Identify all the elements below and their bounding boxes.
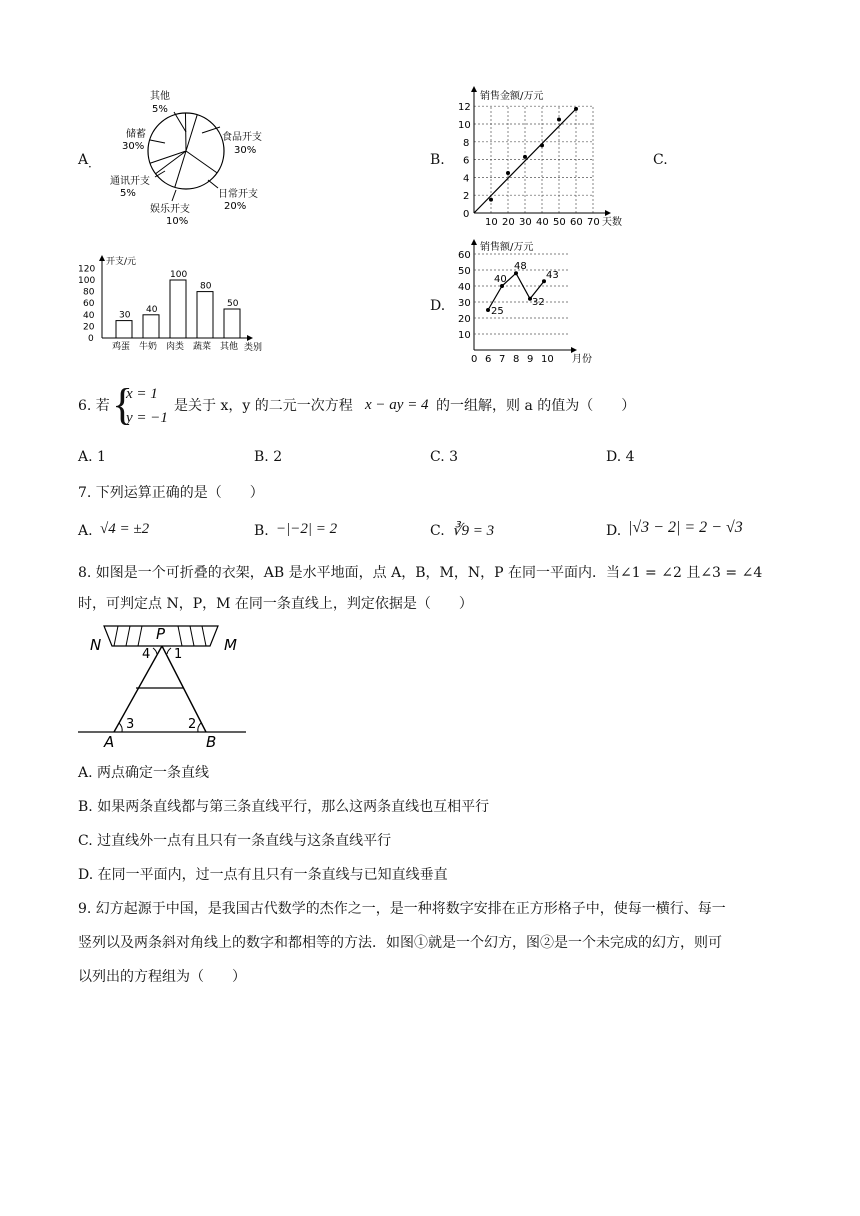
pie-slices [148, 113, 224, 189]
angle-3-arc [119, 723, 122, 732]
left-leg [114, 646, 162, 732]
bar-value-label: 80 [200, 281, 212, 292]
bar-category-label: 肉类 [166, 342, 185, 352]
bar-category-label: 牛奶 [139, 342, 158, 352]
bar-xlabel: 类别 [244, 343, 263, 353]
line-y-tick: 60 [458, 250, 471, 261]
pie-slice-boundary-2 [175, 151, 186, 187]
q7-a-expr: √4 = ±2 [100, 521, 150, 537]
scatter-point [574, 107, 578, 111]
q8-option-b: B. 如果两条直线都与第三条直线平行，那么这两条直线也互相平行 [78, 799, 490, 815]
q8-option-c: C. 过直线外一点有且只有一条直线与这条直线平行 [78, 833, 392, 849]
line-x-tick: 7 [499, 354, 506, 365]
leader-other [174, 112, 186, 132]
label-angle-3: 3 [126, 717, 135, 732]
option-c-label: C. [653, 152, 668, 168]
scatter-x-tick: 10 [485, 217, 498, 228]
pie-slice-boundary-1 [186, 151, 217, 173]
line-data-label: 43 [546, 270, 559, 282]
option-d-label: D. [430, 298, 446, 314]
scatter-xlabel: 天数 [602, 217, 622, 228]
scatter-point [523, 155, 527, 159]
pie-label-comm: 通讯开支 [110, 176, 150, 187]
q6-equation: x − ay = 4 [365, 397, 429, 413]
pie-label-other: 其他 [150, 91, 170, 102]
line-x-tick: 8 [513, 354, 520, 365]
bar-value-label: 100 [170, 270, 188, 280]
option-a-label: A [78, 152, 89, 168]
right-leg [162, 646, 206, 732]
q6-suffix: 的一组解，则 a 的值为（ ） [436, 398, 636, 414]
line-point [486, 308, 490, 312]
scatter-y-tick: 6 [463, 155, 470, 167]
line-y-tick: 20 [458, 314, 471, 325]
scatter-y-tick: 10 [458, 120, 471, 131]
angle-4-arc [153, 648, 157, 654]
pie-label-food: 食品开支 [222, 132, 262, 143]
scatter-grid [474, 106, 593, 213]
line-data-label: 25 [491, 306, 504, 317]
q7-b-expr: −|−2| = 2 [276, 521, 338, 537]
scatter-ticks [458, 102, 600, 228]
bar-y-tick: 100 [78, 276, 96, 286]
q6-middle: 是关于 x，y 的二元一次方程 [174, 398, 353, 414]
line-x-tick: 10 [541, 354, 554, 365]
bar-0 [116, 321, 132, 338]
leader-save [150, 140, 165, 143]
line-x-tick: 0 [471, 354, 478, 365]
label-p: P [156, 625, 166, 643]
scatter-ylabel: 销售金额/万元 [480, 91, 544, 102]
scatter-y-tick: 8 [463, 137, 470, 149]
pie-label-daily: 日常开支 [218, 189, 258, 200]
line-chart [458, 238, 618, 366]
line-data-label: 32 [532, 296, 545, 308]
q8-option-a: A. 两点确定一条直线 [78, 765, 210, 781]
q6-option-a: A. 1 [78, 449, 106, 465]
bar-chart [78, 250, 288, 355]
label-m: M [224, 636, 237, 654]
scatter-point [506, 171, 510, 175]
bar-value-label: 50 [227, 299, 239, 309]
line-marks [486, 261, 559, 317]
q8-line2: 时，可判定点 N，P，M 在同一条直线上，判定依据是（ ） [78, 596, 473, 612]
line-data-label: 40 [494, 274, 507, 285]
scatter-chart [458, 85, 638, 233]
leader-daily [208, 180, 218, 188]
pie-pct-ent: 10% [166, 216, 189, 227]
scatter-x-tick: 60 [570, 217, 583, 228]
leader-ent [172, 190, 176, 201]
pie-pct-comm: 5% [120, 188, 136, 199]
scatter-point [540, 143, 544, 147]
q9-line2: 竖列以及两条斜对角线上的数字和都相等的方法．如图①就是一个幻方，图②是一个未完成的幻方，则可 [78, 935, 722, 951]
pie-slice-boundary-4 [150, 151, 186, 163]
bar-ticks [78, 264, 95, 344]
q7-c-expr: ∛9 = 3 [452, 523, 495, 539]
scatter-y-tick: 0 [463, 209, 470, 220]
hanger-figure [78, 618, 253, 750]
q7-b-label: B. [254, 523, 269, 539]
bar-value-label: 30 [119, 310, 131, 321]
q7-d-label: D. [606, 523, 622, 539]
line-xlabel: 月份 [572, 354, 592, 365]
q7-stem: 7. 下列运算正确的是（ ） [78, 485, 264, 501]
scatter-y-tick: 2 [463, 191, 470, 203]
q6-prefix: 6. 若 [78, 398, 110, 414]
bar-y-tick: 20 [83, 322, 95, 333]
label-n: N [90, 636, 102, 654]
pie-pct-save: 30% [122, 141, 145, 152]
bar-3 [197, 292, 213, 338]
bar-y-tick: 40 [83, 310, 95, 321]
line-y-tick: 50 [458, 266, 471, 277]
pie-pct-daily: 20% [224, 201, 247, 212]
pie-chart [110, 85, 285, 230]
line-y-tick: 30 [458, 298, 471, 309]
label-angle-1: 1 [174, 647, 183, 662]
pie-label-save: 储蓄 [126, 129, 146, 140]
angle-2-arc [198, 723, 201, 732]
bar-2 [170, 280, 186, 338]
pie-slice-boundary-3 [156, 151, 186, 174]
label-angle-4: 4 [142, 647, 151, 662]
q6-option-d: D. 4 [606, 449, 635, 465]
line-data-label: 48 [514, 261, 527, 273]
q9-line3: 以列出的方程组为（ ） [78, 969, 246, 985]
q6-option-b: B. 2 [254, 449, 283, 465]
q7-a-label: A. [78, 523, 93, 539]
q8-line1: 8. 如图是一个可折叠的衣架，AB 是水平地面，点 A，B，M，N，P 在同一平面内．当∠1 = ∠2 且∠3 = ∠4 [78, 565, 763, 581]
line-x-tick: 9 [527, 354, 534, 365]
label-b: B [206, 733, 217, 750]
pie-slice-boundary-0 [186, 115, 197, 151]
line-ylabel: 销售额/万元 [480, 242, 534, 253]
angle-1-arc [167, 648, 171, 654]
line-y-tick: 40 [458, 282, 471, 293]
pie-label-ent: 娱乐开支 [150, 204, 190, 215]
pie-pct-food: 30% [234, 145, 257, 156]
dot-mark: · [88, 160, 92, 174]
pie-pct-other: 5% [152, 104, 168, 115]
line-x-tick: 6 [485, 354, 492, 365]
scatter-point [489, 198, 493, 202]
bar-y-tick: 80 [83, 287, 95, 298]
scatter-x-tick: 50 [553, 217, 566, 228]
bar-4 [224, 309, 240, 338]
q6-eq1: x = 1 [126, 386, 158, 402]
bar-value-label: 40 [146, 304, 158, 315]
bar-marks [112, 270, 240, 352]
system-brace: { [112, 380, 134, 429]
q7-c-label: C. [430, 523, 445, 539]
line-y-tick: 10 [458, 330, 471, 341]
scatter-point [557, 118, 561, 122]
scatter-y-tick: 12 [458, 102, 471, 114]
q6-eq2: y = −1 [126, 410, 168, 426]
label-angle-2: 2 [188, 717, 197, 732]
scatter-y-tick: 4 [463, 173, 470, 185]
option-b-label: B. [430, 152, 445, 168]
bar-1 [143, 315, 159, 338]
bar-y-tick: 0 [88, 334, 94, 344]
scatter-x-tick: 70 [587, 217, 600, 228]
q7-d-expr: |√3 − 2| = 2 − √3 [628, 519, 743, 536]
scatter-x-tick: 30 [519, 217, 532, 228]
scatter-x-tick: 40 [536, 217, 549, 228]
bar-y-tick: 60 [83, 299, 95, 310]
bar-ylabel: 开支/元 [106, 257, 137, 267]
label-a: A [104, 733, 115, 750]
scatter-x-tick: 20 [502, 217, 515, 228]
q8-option-d: D. 在同一平面内，过一点有且只有一条直线与已知直线垂直 [78, 867, 448, 883]
q6-option-c: C. 3 [430, 449, 459, 465]
q9-line1: 9. 幻方起源于中国，是我国古代数学的杰作之一，是一种将数字安排在正方形格子中，使每一横行、每一 [78, 901, 726, 917]
bar-y-tick: 120 [78, 264, 96, 275]
bar-category-label: 鸡蛋 [112, 342, 131, 352]
bar-category-label: 其他 [220, 342, 239, 352]
bar-category-label: 蔬菜 [193, 342, 212, 352]
